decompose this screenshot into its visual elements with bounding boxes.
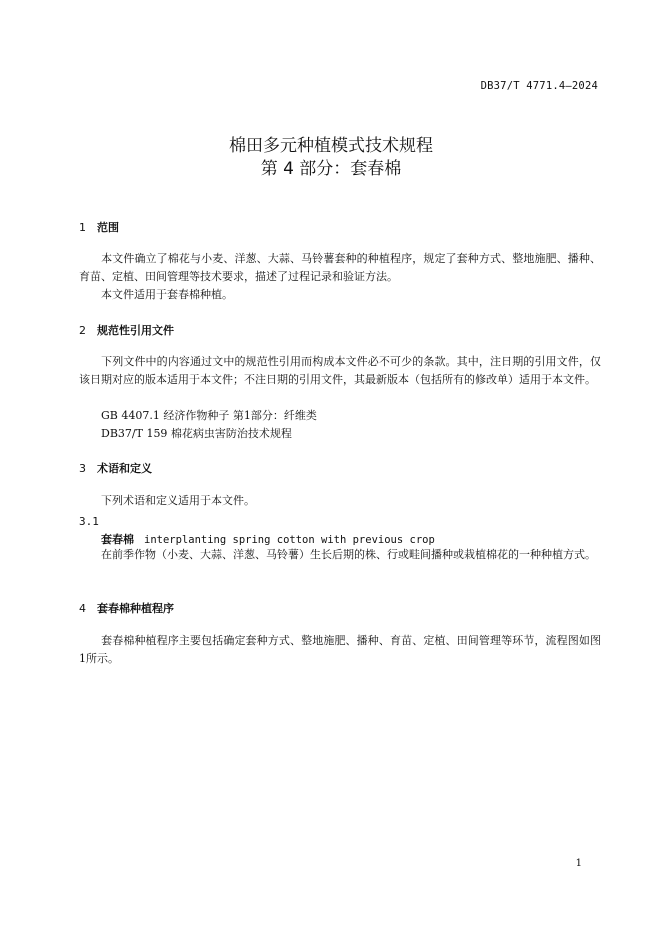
section-2-paragraph-1: 下列文件中的内容通过文中的规范性引用而构成本文件必不可少的条款。其中，注日期的引用文件，仅该日期对应的版本适用于本文件；不注日期的引用文件，其最新版本（包括所有的修改单）适用于本文件。 xyxy=(79,355,601,386)
page-number: 1 xyxy=(575,858,582,869)
section-2-heading xyxy=(79,322,174,338)
section-3-paragraph-1: 下列术语和定义适用于本文件。 xyxy=(101,494,255,507)
document-subtitle: 第 4 部分：套春棉 xyxy=(260,159,402,179)
document-title: 棉田多元种植模式技术规程 xyxy=(229,136,433,156)
document-number: DB37/T 4771.4—2024 xyxy=(480,80,598,92)
section-title: 术语和定义 xyxy=(97,462,152,475)
term-definition: 在前季作物（小麦、大蒜、洋葱、马铃薯）生长后期的株、行或畦间播种或栽植棉花的一种种植方式。 xyxy=(101,548,596,561)
section-1-paragraph-2: 本文件适用于套春棉种植。 xyxy=(101,288,233,301)
section-4-heading xyxy=(79,600,174,616)
section-title: 套春棉种植程序 xyxy=(97,602,174,615)
section-number: 3 xyxy=(79,462,86,475)
reference-item: DB37/T 159 棉花病虫害防治技术规程 xyxy=(101,427,292,440)
reference-item: GB 4407.1 经济作物种子 第1部分：纤维类 xyxy=(101,409,317,422)
term-english: interplanting spring cotton with previous crop xyxy=(144,534,435,546)
section-number: 4 xyxy=(79,602,86,615)
section-number: 2 xyxy=(79,324,86,337)
section-4-paragraph-1: 套春棉种植程序主要包括确定套种方式、整地施肥、播种、育苗、定植、田间管理等环节，流程图如图1所示。 xyxy=(79,634,601,665)
term-number: 3.1 xyxy=(79,515,99,528)
term-chinese: 套春棉 xyxy=(101,533,134,546)
term-entry xyxy=(101,531,435,547)
section-3-heading xyxy=(79,460,152,476)
section-title: 规范性引用文件 xyxy=(97,324,174,337)
section-title: 范围 xyxy=(97,221,119,234)
section-number: 1 xyxy=(79,221,86,234)
section-1-paragraph-1: 本文件确立了棉花与小麦、洋葱、大蒜、马铃薯套种的种植程序，规定了套种方式、整地施肥、播种、育苗、定植、田间管理等技术要求，描述了过程记录和验证方法。 xyxy=(79,252,601,283)
section-1-heading xyxy=(79,219,119,235)
